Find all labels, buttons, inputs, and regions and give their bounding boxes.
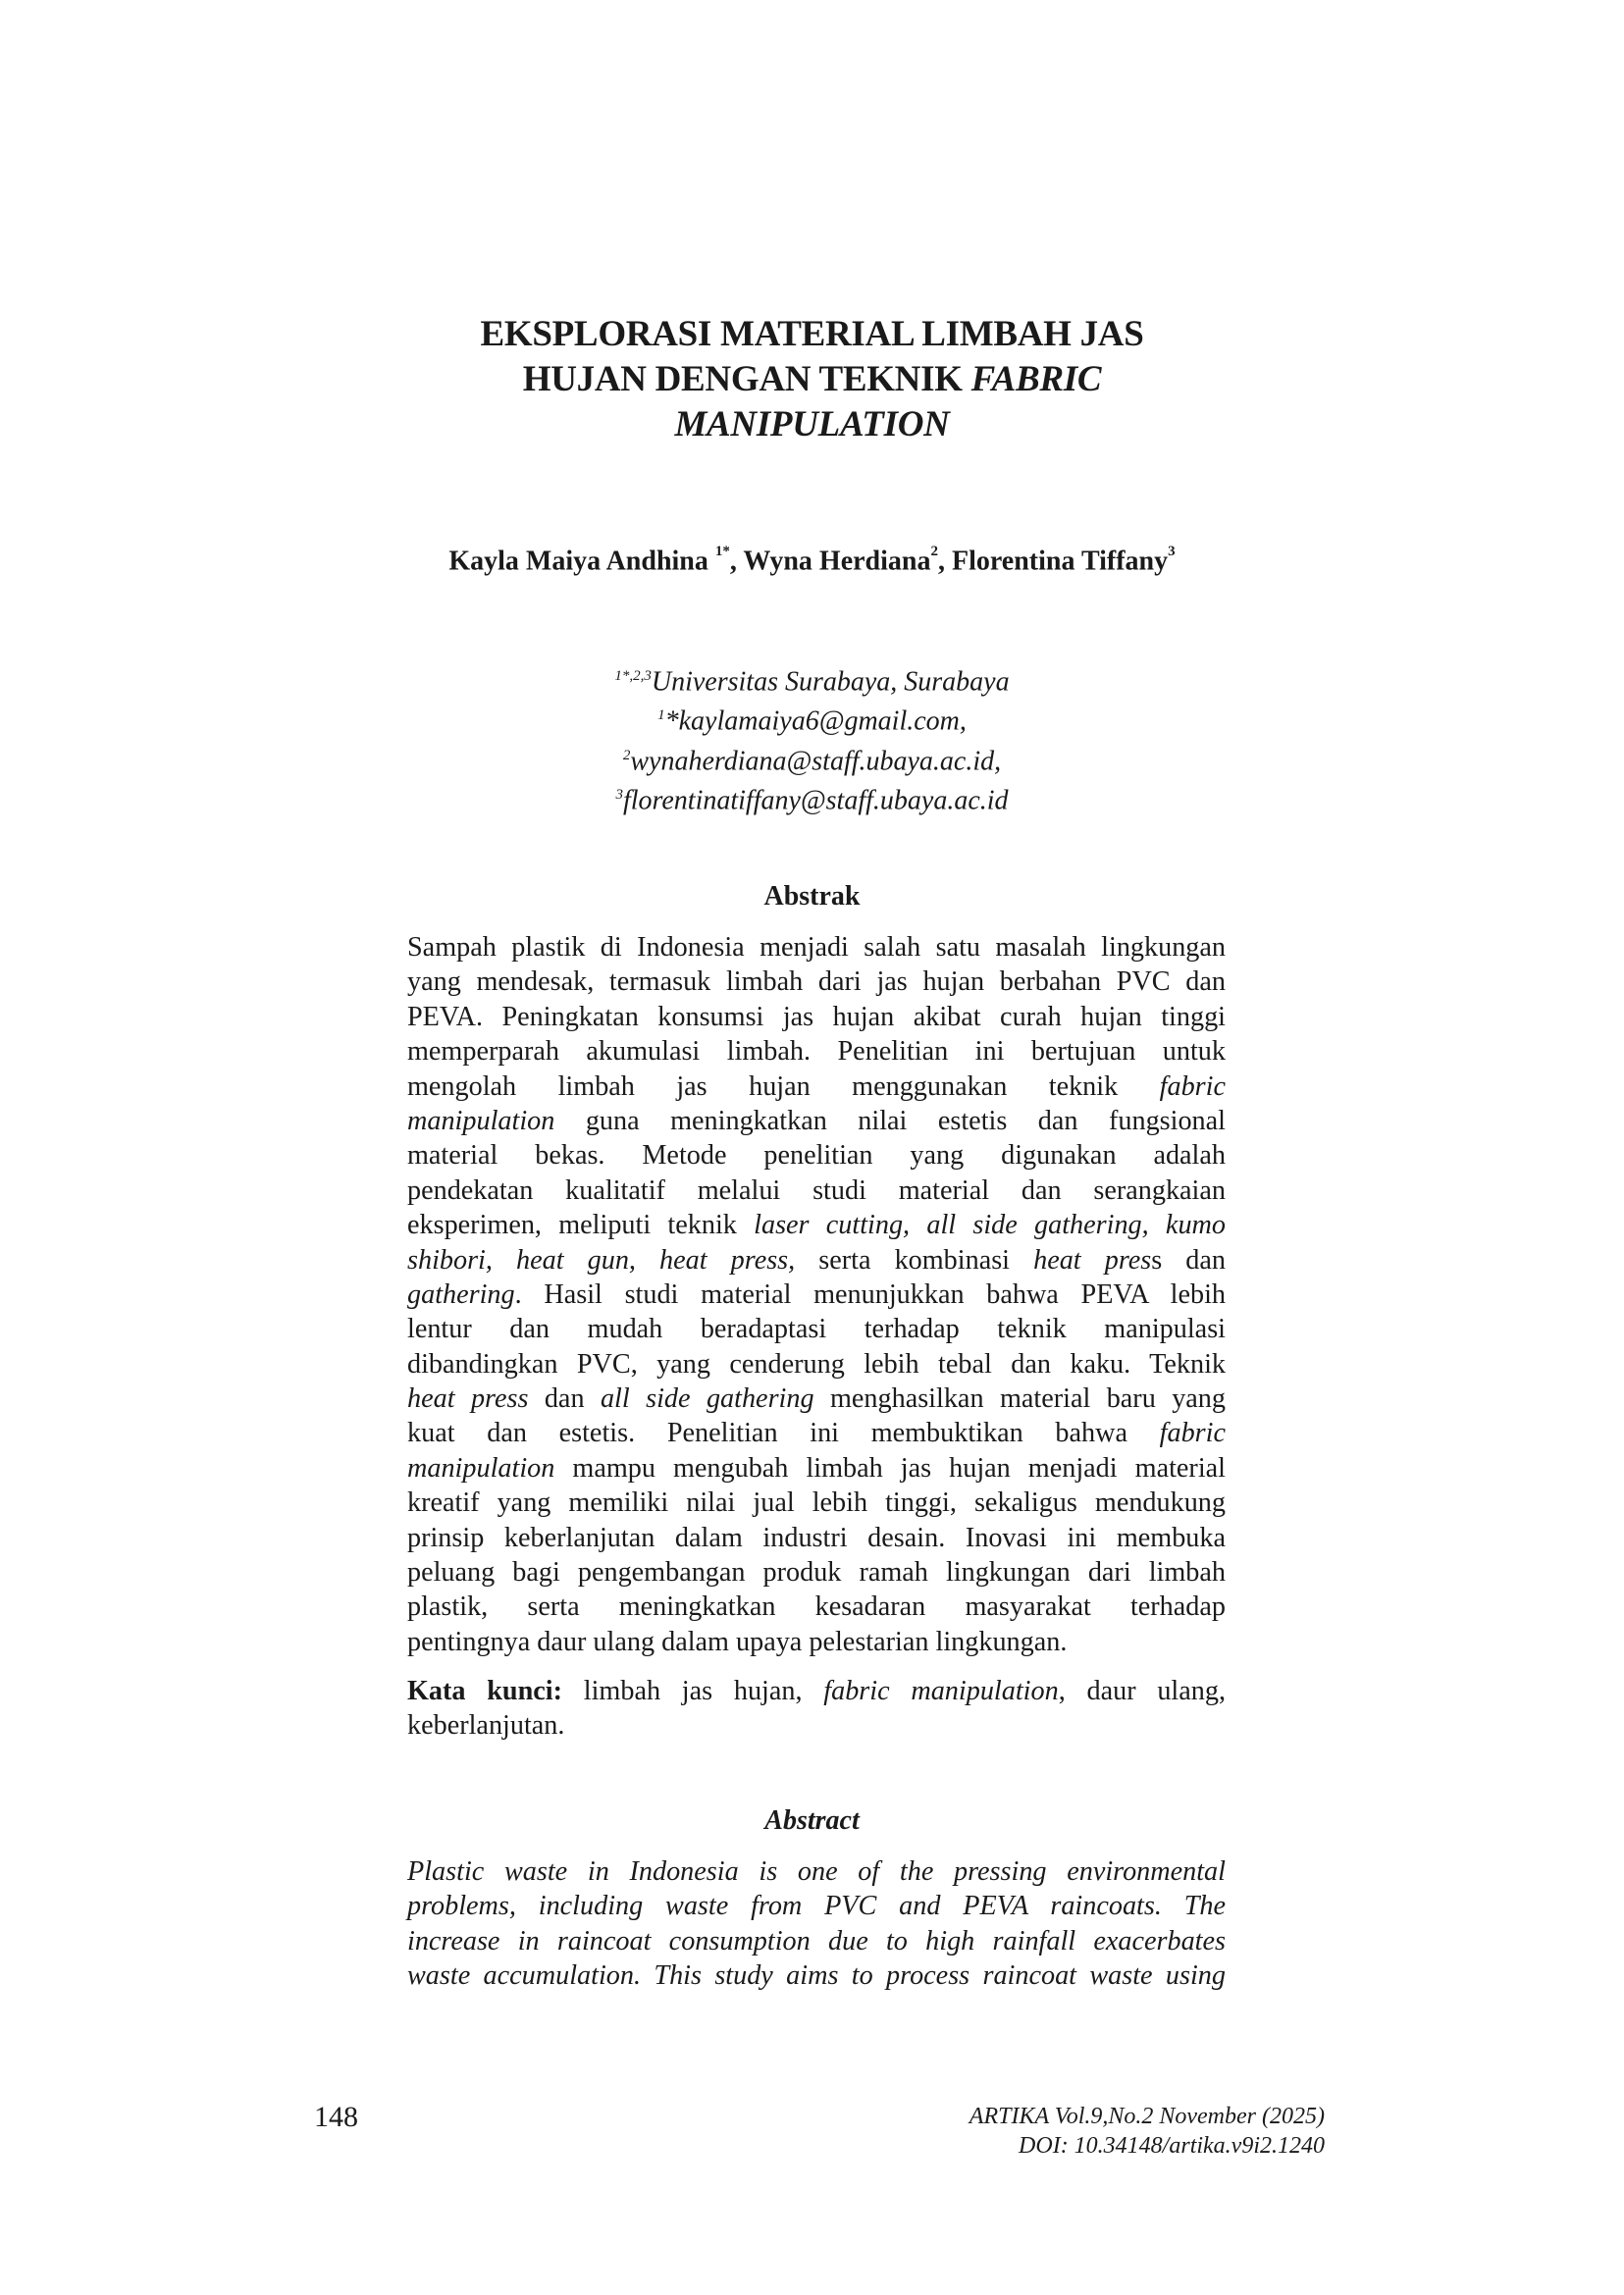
- abstrak-line: [407, 1382, 1226, 1416]
- text-segment: pentingnya daur ulang dalam upaya pelestarian lingkungan.: [407, 1626, 1068, 1657]
- email-text: *kaylamaiya6@gmail.com,: [664, 705, 967, 737]
- affiliation-email: [471, 699, 1153, 738]
- abstrak-body: [407, 930, 1226, 1659]
- text-segment: mampu mengubah limbah jas hujan menjadi material: [554, 1452, 1226, 1484]
- abstract-line: Plastic waste in Indonesia is one of the pressing environmental: [407, 1856, 1226, 1887]
- text-segment: plastik, serta meningkatkan kesadaran masyarakat terhadap: [407, 1591, 1226, 1623]
- abstrak-line: [407, 1208, 1226, 1242]
- journal-doi: DOI: 10.34148/artika.v9i2.1240: [1019, 2133, 1325, 2159]
- italic-term: fabric: [1159, 1070, 1226, 1102]
- italic-term: manipulation: [407, 1452, 555, 1484]
- author-list: [373, 538, 1251, 579]
- author-separator: ,: [729, 546, 744, 577]
- abstrak-line: [407, 930, 1226, 965]
- text-segment: memperparah akumulasi limbah. Penelitian ini bertujuan untuk: [407, 1036, 1226, 1068]
- abstrak-line: [407, 965, 1226, 999]
- abstract-line: increase in raincoat consumption due to high rainfall exacerbates: [407, 1925, 1226, 1956]
- author-name: Kayla Maiya Andhina: [448, 546, 715, 577]
- abstrak-line: [407, 1243, 1226, 1278]
- abstract-body: [407, 1854, 1226, 1994]
- italic-term: laser cutting, all side gathering, kumo: [754, 1210, 1226, 1241]
- affiliation-mark: 2: [622, 747, 631, 763]
- text-segment: kreatif yang memiliki nilai jual lebih tinggi, sekaligus mendukung: [407, 1487, 1226, 1519]
- author-separator: ,: [937, 546, 952, 577]
- keywords-label: Kata kunci:: [407, 1676, 563, 1706]
- abstract-heading: Abstract: [764, 1805, 860, 1836]
- abstrak-line: [407, 1312, 1226, 1346]
- title-line-1: EKSPLORASI MATERIAL LIMBAH JAS: [480, 314, 1144, 354]
- affiliation-block: [471, 659, 1153, 817]
- title-line-3: [373, 402, 1251, 447]
- text-segment: yang mendesak, termasuk limbah dari jas hujan berbahan PVC dan: [407, 966, 1226, 998]
- keywords-line: [407, 1674, 1226, 1708]
- abstrak-line: [407, 1174, 1226, 1208]
- abstrak-line: [407, 1416, 1226, 1450]
- text-segment: PEVA. Peningkatan konsumsi jas hujan akibat curah hujan tinggi: [407, 1001, 1226, 1032]
- text-segment: material bekas. Metode penelitian yang digunakan adalah: [407, 1140, 1226, 1172]
- affiliation-email: [471, 739, 1153, 778]
- journal-info: [864, 2102, 1325, 2161]
- abstrak-line: [407, 1000, 1226, 1034]
- abstrak-line: [407, 1347, 1226, 1382]
- affiliation-institution: [471, 659, 1153, 699]
- abstrak-line: [407, 1069, 1226, 1104]
- author-name: Florentina Tiffany: [951, 546, 1169, 577]
- italic-term: all side gathering: [600, 1383, 814, 1415]
- text-segment: pendekatan kualitatif melalui studi material dan serangkaian: [407, 1174, 1226, 1206]
- abstrak-line: [407, 1138, 1226, 1173]
- abstrak-line: [407, 1451, 1226, 1486]
- text-segment: dan: [528, 1383, 601, 1415]
- text-segment: mengolah limbah jas hujan menggunakan teknik: [407, 1070, 1160, 1102]
- italic-term: gathering: [407, 1278, 515, 1310]
- keywords-line: keberlanjutan.: [407, 1710, 565, 1742]
- text-segment: eksperimen, meliputi teknik: [407, 1210, 755, 1241]
- italic-term: shibori, heat gun, heat press,: [407, 1244, 796, 1276]
- abstrak-line: [407, 1104, 1226, 1138]
- affiliation-mark: 1*,2,3: [614, 668, 652, 684]
- abstrak-line: [407, 1625, 1226, 1659]
- text-segment: kuat dan estetis. Penelitian ini membuktikan bahwa: [407, 1418, 1160, 1449]
- text-segment: lentur dan mudah beradaptasi terhadap teknik manipulasi: [407, 1314, 1226, 1345]
- author-mark: 3: [1168, 544, 1176, 559]
- italic-term: fabric manipulation: [823, 1676, 1059, 1706]
- keywords-block: [407, 1674, 1226, 1744]
- text-segment: , daur ulang,: [1058, 1676, 1226, 1706]
- text-segment: prinsip keberlanjutan dalam industri desain. Inovasi ini membuka: [407, 1522, 1226, 1553]
- page-number: 148: [314, 2101, 358, 2133]
- text-segment: serta kombinasi: [795, 1244, 1034, 1276]
- paper-title: [373, 312, 1251, 447]
- affiliation-email: [471, 778, 1153, 817]
- author-name: Wyna Herdiana: [743, 546, 931, 577]
- abstrak-line: [407, 1486, 1226, 1520]
- author-mark: 1*: [714, 544, 730, 559]
- email-text: wynaherdiana@staff.ubaya.ac.id,: [630, 745, 1002, 776]
- abstrak-line: [407, 1555, 1226, 1590]
- text-segment: menghasilkan material baru yang: [813, 1383, 1226, 1415]
- email-text: florentinatiffany@staff.ubaya.ac.id: [622, 785, 1009, 816]
- text-segment: peluang bagi pengembangan produk ramah lingkungan dari limbah: [407, 1557, 1226, 1589]
- text-segment: s dan: [1151, 1244, 1226, 1276]
- title-line-2: [373, 357, 1251, 402]
- text-segment: . Hasil studi material menunjukkan bahwa PEVA lebih: [514, 1278, 1226, 1310]
- text-segment: dibandingkan PVC, yang cenderung lebih tebal dan kaku. Teknik: [407, 1348, 1226, 1380]
- text-segment: Sampah plastik di Indonesia menjadi salah satu masalah lingkungan: [407, 932, 1226, 963]
- abstrak-heading: Abstrak: [763, 881, 861, 912]
- title-line-2-plain: HUJAN DENGAN TEKNIK: [522, 359, 971, 399]
- institution-name: Universitas Surabaya, Surabaya: [651, 666, 1010, 698]
- italic-term: manipulation: [407, 1105, 555, 1136]
- abstract-line: problems, including waste from PVC and PEVA raincoats. The: [407, 1891, 1226, 1922]
- journal-citation: ARTIKA Vol.9,No.2 November (2025): [969, 2104, 1325, 2129]
- text-segment: limbah jas hujan,: [562, 1676, 824, 1706]
- text-segment: guna meningkatkan nilai estetis dan fungsional: [554, 1105, 1226, 1136]
- author-mark: 2: [930, 544, 938, 559]
- abstrak-line: [407, 1521, 1226, 1555]
- abstrak-line: [407, 1278, 1226, 1312]
- affiliation-mark: 3: [615, 786, 623, 803]
- title-line-2-italic: FABRIC: [970, 359, 1102, 399]
- abstract-line: waste accumulation. This study aims to process raincoat waste using: [407, 1960, 1226, 1992]
- title-line-3-italic: MANIPULATION: [674, 404, 950, 444]
- italic-term: fabric: [1159, 1418, 1226, 1449]
- italic-term: heat pres: [1033, 1244, 1152, 1276]
- abstrak-line: [407, 1034, 1226, 1069]
- italic-term: heat press: [407, 1383, 529, 1415]
- affiliation-mark: 1: [657, 707, 665, 724]
- abstrak-line: [407, 1590, 1226, 1624]
